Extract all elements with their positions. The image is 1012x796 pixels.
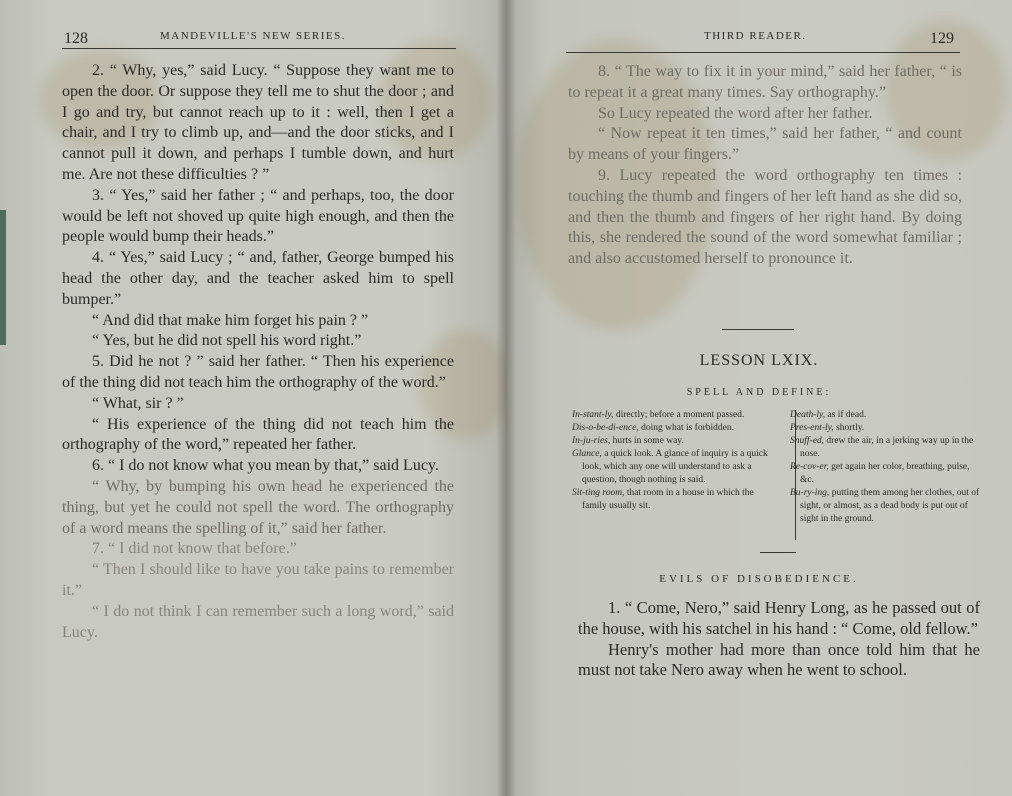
- definitions-left: [572, 409, 780, 513]
- definition-item: [790, 435, 980, 461]
- section-rule: [722, 329, 794, 330]
- page-number: 129: [930, 30, 954, 47]
- paragraph: “ Then I should like to have you take pains to remember it.”: [62, 561, 454, 599]
- def-word: Snuff-ed,: [790, 436, 825, 446]
- paragraph: 1. “ Come, Nero,” said Henry Long, as he passed out of the house, with his satchel in his hand : “ Come, old fellow.”: [578, 598, 980, 638]
- def-text: drew the air, in a jerking way up in the nose.: [800, 436, 974, 459]
- definition-item: [572, 435, 780, 448]
- def-text: doing what is forbidden.: [641, 423, 734, 433]
- definition-item: [790, 487, 980, 526]
- page-number: 128: [64, 30, 88, 47]
- def-word: Pres-ent-ly,: [790, 423, 834, 433]
- paragraph: 5. Did he not ? ” said her father. “ Then his experience of the thing did not teach him the orthography of the word.”: [62, 353, 454, 391]
- paragraph: 9. Lucy repeated the word orthography ten times : touching the thumb and fingers of her left hand as she did so, and then the thumb and fingers of her right hand. By doing this, she rendered the sound of the word somewhat familiar ; and also accustomed herself to pronounce it.: [568, 166, 962, 268]
- def-word: Sit-ting room,: [572, 488, 625, 498]
- story-heading: EVILS OF DISOBEDIENCE.: [659, 573, 859, 585]
- paragraph: 3. “ Yes,” said her father ; “ and perhaps, too, the door would be left not shoved up quite high enough, and then the people would bump their heads.”: [62, 186, 454, 246]
- paragraph: Henry's mother had more than once told him that he must not take Nero away when he went to school.: [578, 639, 980, 680]
- paragraph: “ Yes, but he did not spell his word right.”: [92, 332, 362, 350]
- paragraph: 7. “ I did not know that before.”: [92, 540, 297, 558]
- paragraph: 6. “ I do not know what you mean by that,” said Lucy.: [92, 457, 439, 475]
- def-word: In-ju-ries,: [572, 436, 611, 446]
- def-text: a quick look. A glance of inquiry is a quick look, which any one will understand to ask a question, though nothing is said.: [582, 449, 768, 485]
- section-rule: [760, 552, 796, 553]
- spell-heading: SPELL AND DEFINE:: [686, 387, 832, 398]
- definition-item: [572, 448, 780, 487]
- right-page: [506, 0, 1012, 796]
- paragraph: 4. “ Yes,” said Lucy ; “ and, father, George bumped his head the other day, and the teacher asked him to spell bumper.”: [62, 249, 454, 308]
- running-head: THIRD READER.: [704, 30, 807, 42]
- def-text: hurts in some way.: [612, 436, 684, 446]
- definition-item: [790, 422, 980, 435]
- def-text: get again her color, breathing, pulse, &c.: [800, 462, 970, 485]
- def-word: Bu-ry-ing,: [790, 488, 830, 498]
- def-word: Glance,: [572, 449, 602, 459]
- def-word: Re-cov-er,: [790, 462, 829, 472]
- left-body-text: [62, 61, 454, 643]
- def-word: In-stant-ly,: [572, 410, 614, 420]
- definitions-right: [790, 409, 980, 526]
- def-word: Death-ly,: [790, 410, 826, 420]
- def-word: Dis-o-be-di-ence,: [572, 423, 639, 433]
- paragraph: “ Now repeat it ten times,” said her father, “ and count by means of your fingers.”: [568, 125, 962, 164]
- def-text: as if dead.: [827, 410, 867, 420]
- header-rule: [62, 48, 456, 49]
- paragraph: “ I do not think I can remember such a long word,” said Lucy.: [62, 602, 454, 641]
- def-text: directly; before a moment passed.: [615, 410, 745, 420]
- paragraph: “ What, sir ? ”: [92, 394, 184, 412]
- bookmark-tab: [0, 210, 6, 345]
- right-body-text: [568, 62, 962, 270]
- definition-item: [572, 422, 780, 435]
- def-text: that room in a house in which the family usually sit.: [582, 488, 754, 511]
- paragraph: “ Why, by bumping his own head he experienced the thing, but yet he could not spell the word. The orthography of a word means the spelling of it,” said her father.: [62, 477, 454, 537]
- def-text: putting them among her clothes, out of sight, or almost, as a dead body is put out of sight in the ground.: [800, 488, 980, 524]
- paragraph: “ And did that make him forget his pain ? ”: [92, 311, 369, 329]
- paragraph: So Lucy repeated the word after her father.: [598, 104, 873, 122]
- definition-item: [790, 461, 980, 487]
- def-text: shortly.: [836, 423, 865, 433]
- running-head: MANDEVILLE'S NEW SERIES.: [160, 30, 346, 42]
- header-rule: [566, 52, 960, 53]
- definition-item: [790, 409, 980, 422]
- definition-item: [572, 487, 780, 513]
- paragraph: “ His experience of the thing did not teach him the orthography of the word,” repeated her father.: [62, 415, 454, 454]
- lesson-title: LESSON LXIX.: [699, 352, 819, 369]
- paragraph: 2. “ Why, yes,” said Lucy. “ Suppose they want me to open the door. Or suppose they tell me to shut the door ; and I go and try, but cannot reach up to it : well, then I get a chair, and I try to climb up, and—and the door sticks, and I cannot pull it down, and perhaps I tumble down, and hurt me. Are not these difficulties ? ”: [62, 62, 454, 183]
- story-text: [578, 598, 980, 681]
- paragraph: 8. “ The way to fix it in your mind,” said her father, “ is to repeat it a great many times. Say orthography.”: [568, 63, 962, 101]
- book-gutter: [496, 0, 516, 796]
- definition-item: [572, 409, 780, 422]
